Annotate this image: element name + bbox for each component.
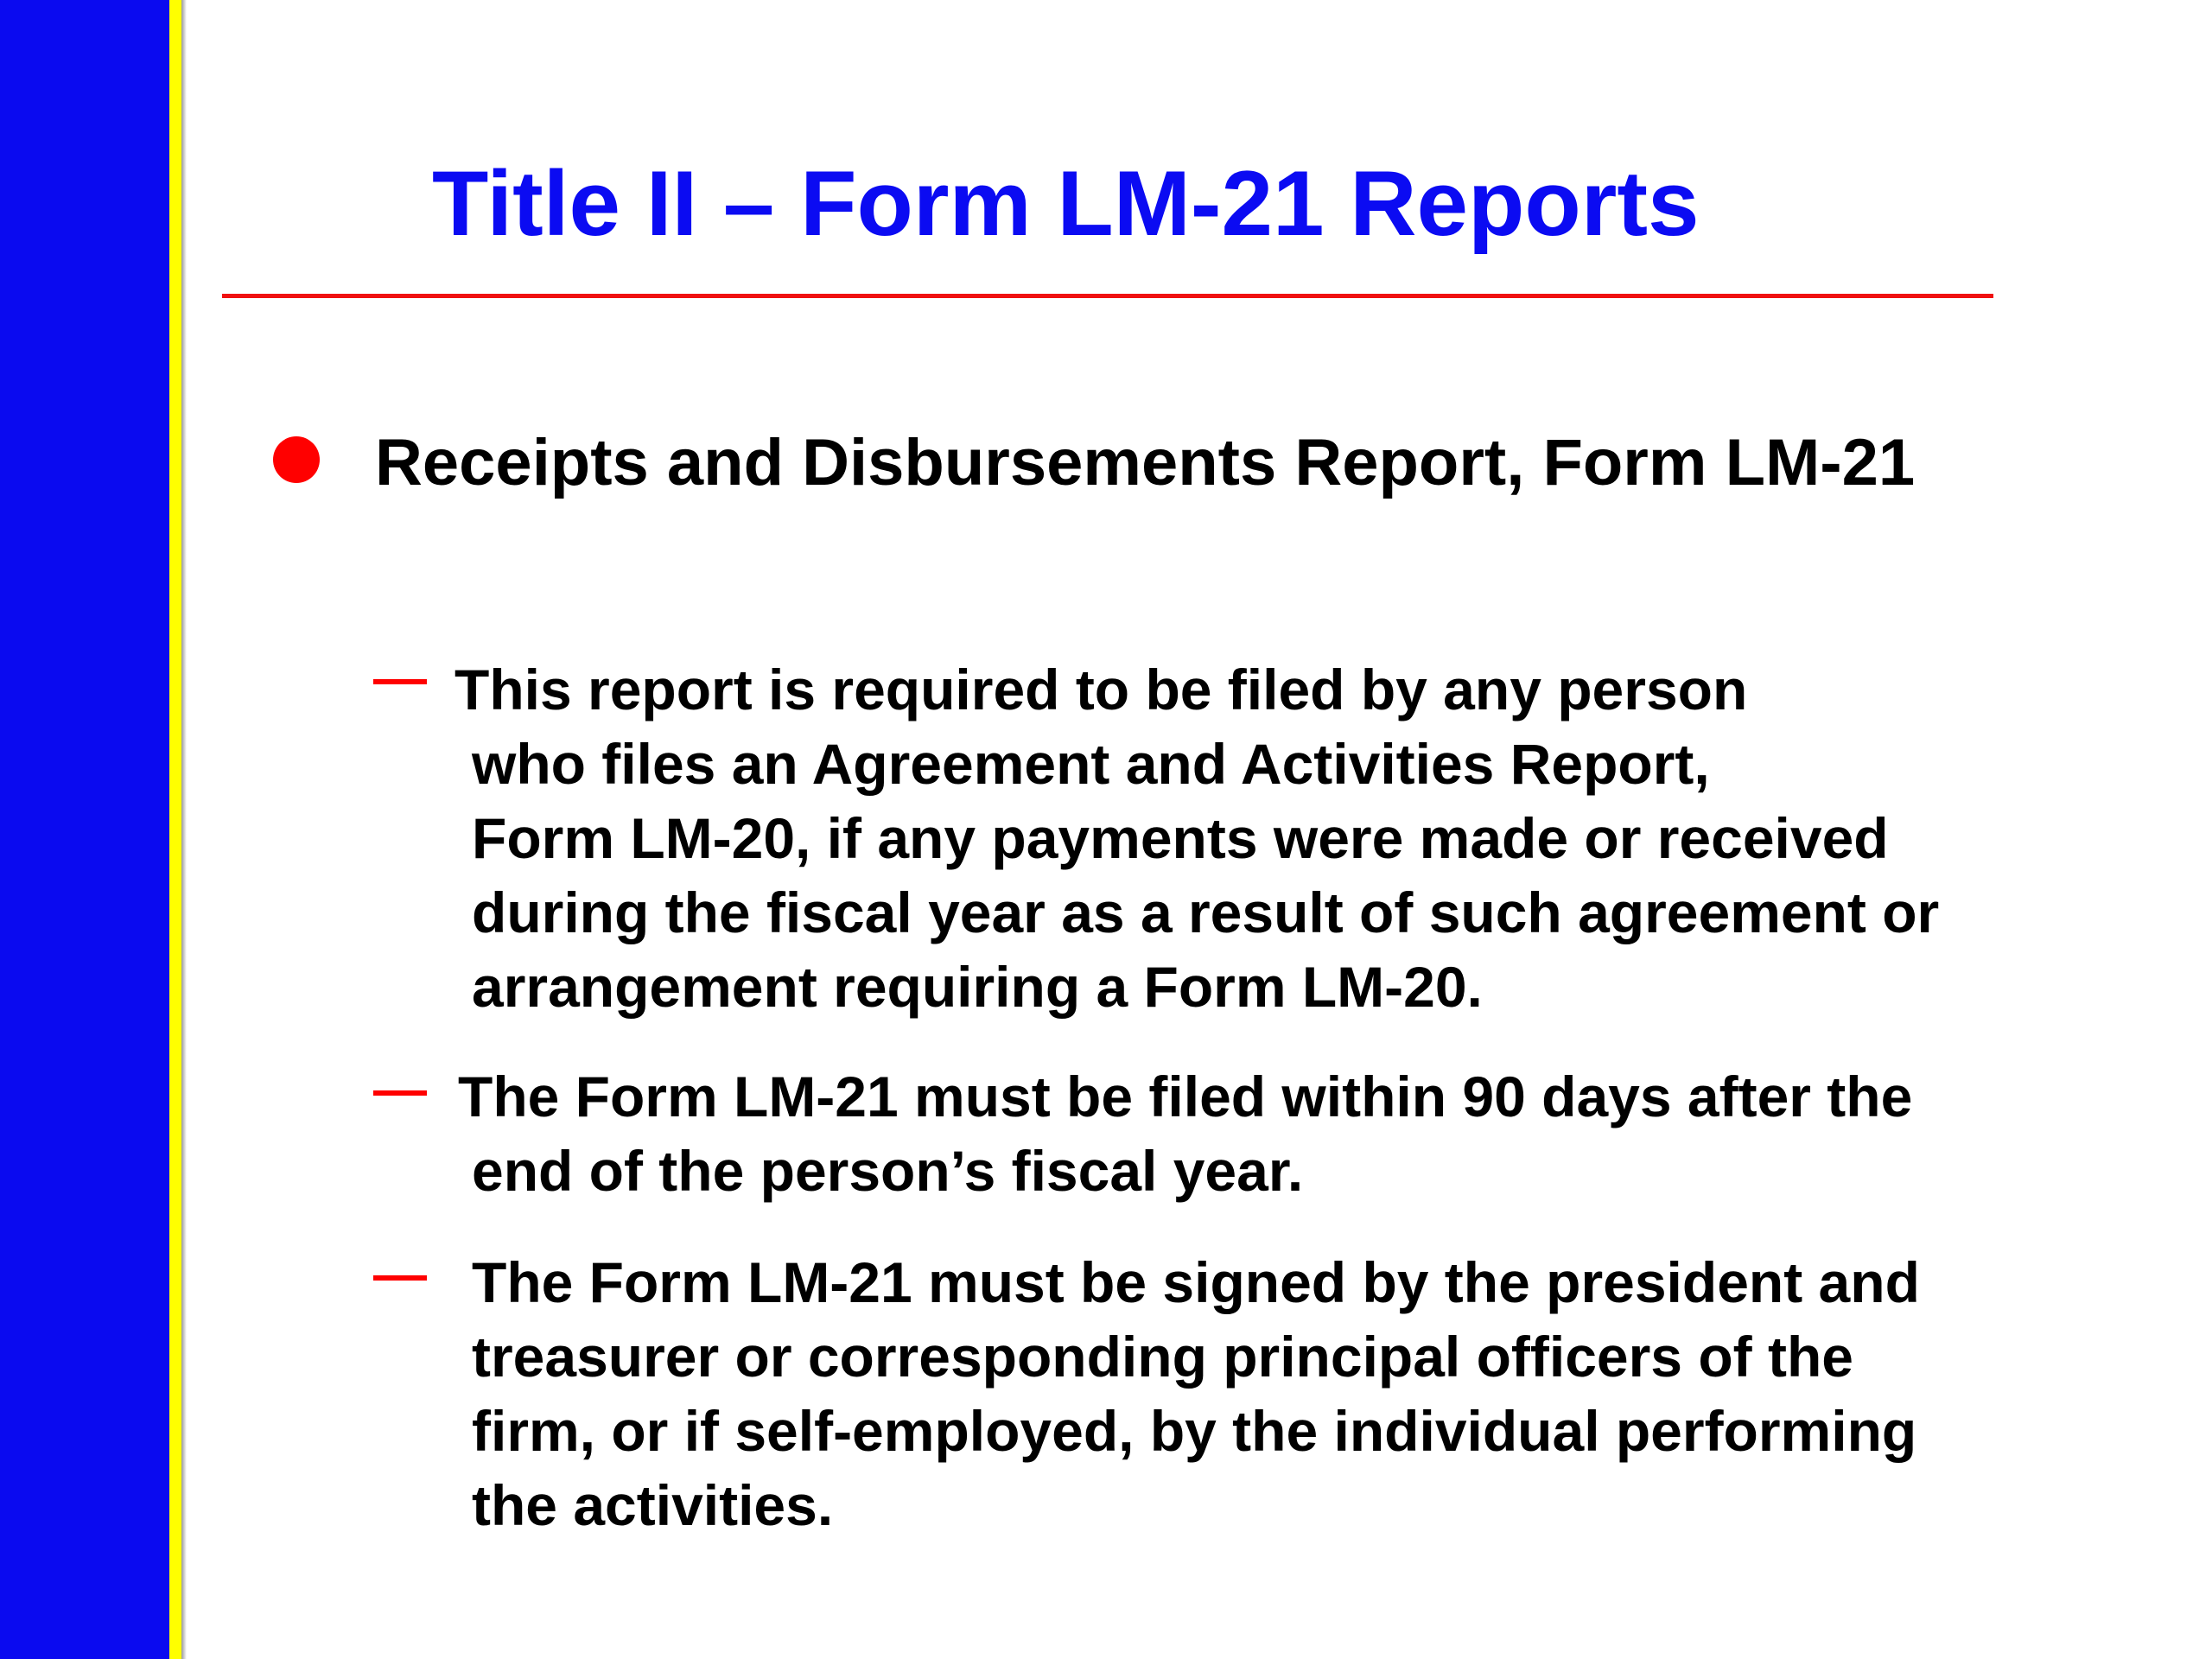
- subpoint-line: during the fiscal year as a result of such agreement or: [472, 880, 1940, 944]
- bullet-dot-icon: [273, 436, 320, 483]
- dash-icon: [373, 679, 427, 684]
- dash-icon: [373, 1090, 427, 1096]
- subpoint-1: [454, 652, 1939, 1024]
- subpoint-line: end of the person’s fiscal year.: [472, 1139, 1304, 1203]
- title-divider: [222, 294, 1993, 298]
- subpoint-2: [458, 1059, 1912, 1208]
- subpoint-line: Form LM-20, if any payments were made or received: [472, 806, 1889, 870]
- subpoint-line: The Form LM-21 must be filed within 90 days after the: [458, 1065, 1913, 1128]
- subpoint-line: the activities.: [472, 1473, 834, 1537]
- subpoint-line: This report is required to be filed by any person: [454, 658, 1748, 721]
- subpoint-line: The Form LM-21 must be signed by the president and: [472, 1250, 1920, 1314]
- left-yellow-stripe: [169, 0, 181, 1659]
- subpoint-line: arrangement requiring a Form LM-20.: [472, 955, 1483, 1019]
- left-blue-bar: [0, 0, 169, 1659]
- left-stripe-shadow: [181, 0, 187, 1659]
- slide-title: Title II – Form LM-21 Reports: [432, 151, 1700, 255]
- bullet-text: Receipts and Disbursements Report, Form LM-21: [375, 426, 1916, 499]
- subpoint-3: [472, 1245, 1920, 1542]
- subpoint-line: who files an Agreement and Activities Report,: [472, 732, 1710, 796]
- subpoint-line: firm, or if self-employed, by the individual performing: [472, 1399, 1917, 1463]
- dash-icon: [373, 1275, 427, 1281]
- subpoint-line: treasurer or corresponding principal officers of the: [472, 1325, 1853, 1389]
